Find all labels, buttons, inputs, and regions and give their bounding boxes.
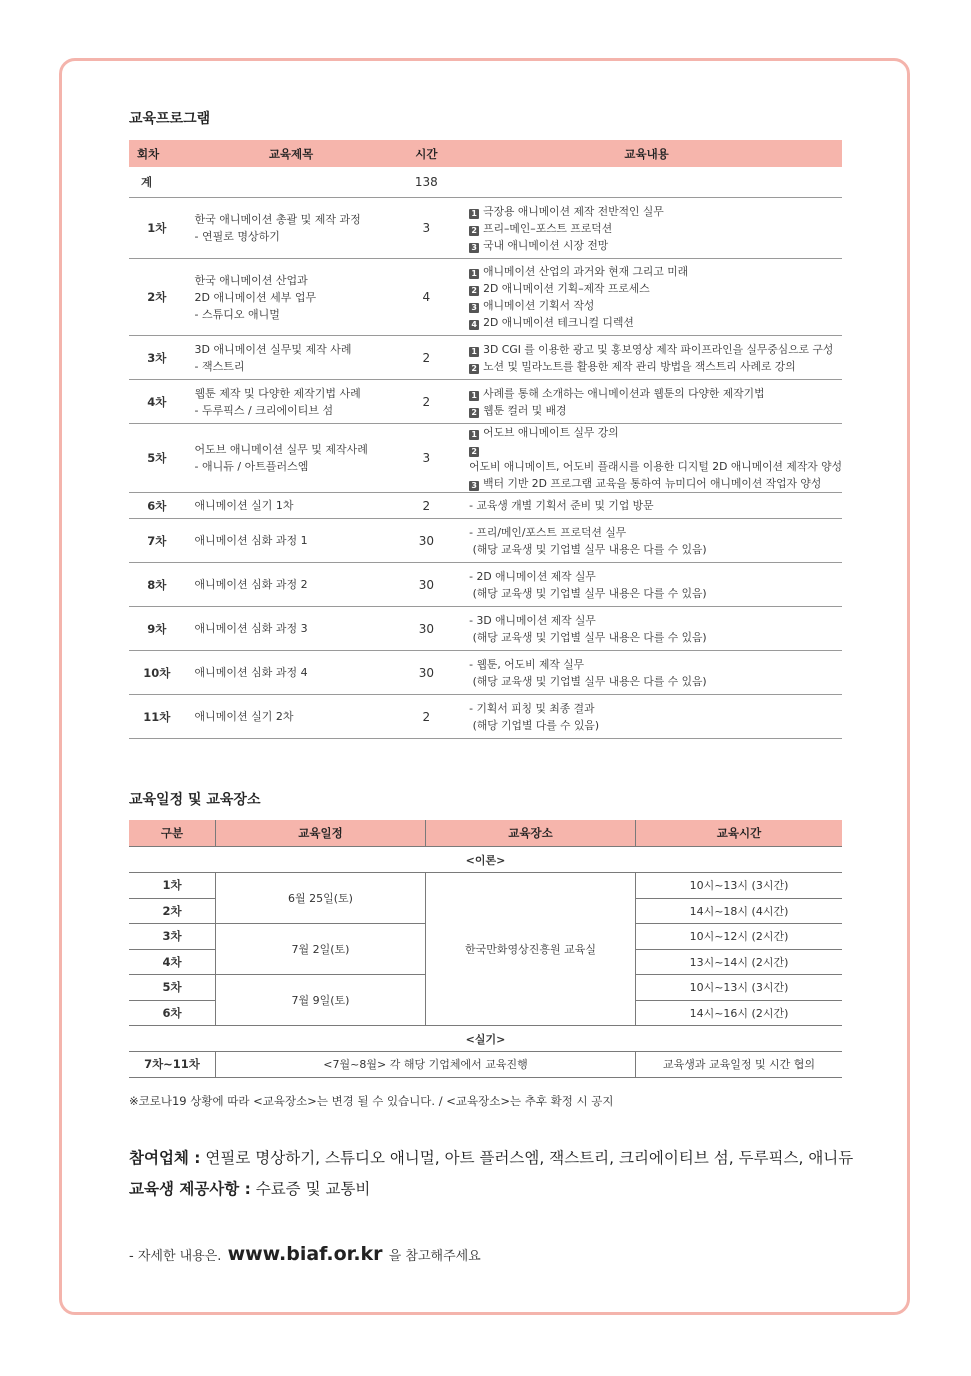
total-content-empty <box>451 167 842 198</box>
sched-time: 10시~13시 (3시간) <box>636 975 843 1001</box>
sched-header-round: 구분 <box>129 820 216 847</box>
sched-header-time: 교육시간 <box>636 820 843 847</box>
program-title <box>181 424 402 493</box>
program-title <box>181 259 402 336</box>
participants-value: 연필로 명상하기, 스튜디오 애니멀, 아트 플러스엠, 잭스트리, 크리에이티브 섬, 두루픽스, 애니듀 <box>200 1149 854 1167</box>
content-line <box>469 314 842 331</box>
total-label: 계 <box>129 167 181 198</box>
program-content <box>451 259 842 336</box>
content-line <box>469 220 842 237</box>
program-row <box>129 336 842 380</box>
total-hours: 138 <box>402 167 452 198</box>
content-line <box>469 612 842 629</box>
number-badge: 1 <box>469 391 479 401</box>
footer-suffix: 을 참고해주세요 <box>388 1249 481 1264</box>
total-title-empty <box>181 167 402 198</box>
content-text: 노션 및 밀라노트를 활용한 제작 관리 방법을 잭스트리 사례로 강의 <box>483 359 796 373</box>
header-title: 교육제목 <box>181 140 402 167</box>
program-title <box>181 651 402 695</box>
number-badge: 3 <box>469 481 479 491</box>
program-title <box>181 695 402 739</box>
schedule-row <box>129 873 842 899</box>
program-title <box>181 607 402 651</box>
number-badge: 1 <box>469 430 479 440</box>
number-badge: 3 <box>469 243 479 253</box>
program-section-title: 교육프로그램 <box>129 111 211 127</box>
content-line <box>469 402 842 419</box>
program-content <box>451 651 842 695</box>
sched-round: 5차 <box>129 975 216 1001</box>
program-hours: 3 <box>402 424 452 493</box>
content-line <box>469 385 842 402</box>
notice-text: ※코로나19 상황에 따라 <교육장소>는 변경 될 수 있습니다. / <교육장소>는 추후 확정 시 공지 <box>129 1094 614 1108</box>
number-badge: 2 <box>469 226 479 236</box>
program-title-line: - 스튜디오 애니멀 <box>194 307 280 321</box>
program-title-line: 3D 애니메이션 실무및 제작 사례 <box>194 342 352 356</box>
content-line <box>469 424 842 441</box>
number-badge: 1 <box>469 209 479 219</box>
program-title <box>181 563 402 607</box>
content-text: - 3D 애니메이션 제작 실무 <box>469 613 596 627</box>
content-text: - 2D 애니메이션 제작 실무 <box>469 569 596 583</box>
program-title <box>181 380 402 424</box>
content-text: 극장용 애니메이션 제작 전반적인 실무 <box>483 204 664 218</box>
program-title-line: 애니메이션 심화 과정 1 <box>194 534 308 547</box>
program-title-line: 애니메이션 실기 1차 <box>194 499 294 512</box>
sched-date: 6월 25일(토) <box>216 873 426 924</box>
practice-row <box>129 1052 842 1078</box>
program-round: 7차 <box>129 519 181 563</box>
program-content <box>451 198 842 259</box>
program-title <box>181 519 402 563</box>
content-line <box>469 280 842 297</box>
sched-time: 14시~18시 (4시간) <box>636 898 843 924</box>
program-content <box>451 380 842 424</box>
program-hours: 2 <box>402 336 452 380</box>
footer <box>129 1243 481 1265</box>
content-line <box>469 673 842 690</box>
content-line <box>469 358 842 375</box>
footer-prefix: - 자세한 내용은. <box>129 1249 222 1264</box>
benefits-label: 교육생 제공사항 : <box>129 1180 251 1198</box>
content-line <box>469 475 842 492</box>
program-title-line: - 잭스트리 <box>194 359 245 373</box>
content-text: (해당 교육생 및 기업별 실무 내용은 다를 수 있음) <box>469 542 707 556</box>
content-text: 3D CGI 를 이용한 광고 및 홍보영상 제작 파이프라인을 실무중심으로 구성 <box>483 342 834 356</box>
program-hours: 30 <box>402 651 452 695</box>
program-row <box>129 380 842 424</box>
program-content <box>451 493 842 519</box>
content-line <box>469 541 842 558</box>
practice-round: 7차~11차 <box>129 1052 216 1078</box>
header-content: 교육내용 <box>451 140 842 167</box>
program-title-line: 애니메이션 심화 과정 4 <box>194 666 308 679</box>
program-content <box>451 607 842 651</box>
content-text: 어도비 애니메이트, 어도비 플래시를 이용한 디지털 2D 애니메이션 제작자 양성 <box>469 460 842 473</box>
content-text: - 교육생 개별 기획서 준비 및 기업 방문 <box>469 499 654 512</box>
program-table <box>129 140 842 739</box>
program-title-line: - 연필로 명상하기 <box>194 230 280 243</box>
content-text: (해당 교육생 및 기업별 실무 내용은 다를 수 있음) <box>469 630 707 644</box>
program-hours: 30 <box>402 607 452 651</box>
program-row <box>129 563 842 607</box>
sched-round: 3차 <box>129 924 216 950</box>
content-text: 애니메이션 산업의 과거와 현재 그리고 미래 <box>483 265 689 278</box>
content-line <box>469 700 842 717</box>
program-hours: 2 <box>402 380 452 424</box>
content-line <box>469 585 842 602</box>
content-line <box>469 297 842 314</box>
program-content <box>451 424 842 493</box>
benefits-value: 수료증 및 교통비 <box>250 1180 371 1198</box>
number-badge: 3 <box>469 303 479 313</box>
number-badge: 2 <box>469 408 479 418</box>
program-round: 1차 <box>129 198 181 259</box>
content-text: 어도브 애니메이트 실무 강의 <box>483 426 619 439</box>
sched-round: 4차 <box>129 949 216 975</box>
sched-time: 14시~16시 (2시간) <box>636 1000 843 1026</box>
program-round: 11차 <box>129 695 181 739</box>
content-text: 애니메이션 기획서 작성 <box>483 299 595 312</box>
practice-schedule: <7월~8월> 각 해당 기업체에서 교육진행 <box>216 1052 636 1078</box>
program-title-line: 애니메이션 심화 과정 3 <box>194 622 308 635</box>
content-line <box>469 568 842 585</box>
website-link[interactable]: www.biaf.or.kr <box>227 1243 383 1265</box>
benefits-line <box>129 1177 370 1199</box>
program-header-row <box>129 140 842 167</box>
program-row <box>129 607 842 651</box>
program-title <box>181 493 402 519</box>
content-text: 웹툰 컬러 및 배경 <box>483 403 567 417</box>
program-row <box>129 259 842 336</box>
content-line <box>469 441 842 475</box>
theory-label: <이론> <box>129 847 842 873</box>
program-title <box>181 198 402 259</box>
content-text: 2D 애니메이션 기획–제작 프로세스 <box>483 282 650 295</box>
program-title-line: 웹툰 제작 및 다양한 제작기법 사례 <box>194 386 361 400</box>
content-text: (해당 교육생 및 기업별 실무 내용은 다를 수 있음) <box>469 586 707 600</box>
content-text: 프리–메인–포스트 프로덕션 <box>483 221 613 235</box>
number-badge: 4 <box>469 320 479 330</box>
program-content <box>451 563 842 607</box>
number-badge: 2 <box>469 286 479 296</box>
program-title-line: 애니메이션 실기 2차 <box>194 710 294 723</box>
sched-round: 2차 <box>129 898 216 924</box>
program-title-line: - 두루픽스 / 크리에이티브 섬 <box>194 403 334 417</box>
program-title-line: 2D 애니메이션 세부 업무 <box>194 290 317 304</box>
number-badge: 2 <box>469 364 479 374</box>
program-row <box>129 519 842 563</box>
program-title-line: - 애니듀 / 아트플러스엠 <box>194 460 309 473</box>
content-text: (해당 교육생 및 기업별 실무 내용은 다를 수 있음) <box>469 674 707 688</box>
program-hours: 3 <box>402 198 452 259</box>
number-badge: 1 <box>469 269 479 279</box>
sched-round: 1차 <box>129 873 216 899</box>
sched-venue: 한국만화영상진흥원 교육실 <box>426 873 636 1026</box>
program-title-line: 애니메이션 심화 과정 2 <box>194 578 308 591</box>
program-title-line: 한국 애니메이션 총괄 및 제작 과정 <box>194 213 361 226</box>
program-row <box>129 651 842 695</box>
program-content <box>451 695 842 739</box>
content-line <box>469 497 842 514</box>
participants-line <box>129 1146 853 1168</box>
content-text: (해당 기업별 다를 수 있음) <box>469 718 600 732</box>
sched-header-venue: 교육장소 <box>426 820 636 847</box>
program-hours: 2 <box>402 493 452 519</box>
total-row <box>129 167 842 198</box>
schedule-table <box>129 820 842 1078</box>
content-text: 국내 애니메이션 시장 전망 <box>483 238 609 252</box>
program-title <box>181 336 402 380</box>
sched-date: 7월 2일(토) <box>216 924 426 975</box>
number-badge: 1 <box>469 347 479 357</box>
sched-round: 6차 <box>129 1000 216 1026</box>
sched-date: 7월 9일(토) <box>216 975 426 1026</box>
program-round: 2차 <box>129 259 181 336</box>
program-round: 4차 <box>129 380 181 424</box>
content-text: 사례를 통해 소개하는 애니메이션과 웹툰의 다양한 제작기법 <box>483 386 765 400</box>
content-line <box>469 341 842 358</box>
sched-time: 10시~13시 (3시간) <box>636 873 843 899</box>
program-round: 10차 <box>129 651 181 695</box>
content-line <box>469 263 842 280</box>
practice-time: 교육생과 교육일정 및 시간 협의 <box>636 1052 843 1078</box>
content-line <box>469 717 842 734</box>
sched-time: 13시~14시 (2시간) <box>636 949 843 975</box>
content-line <box>469 656 842 673</box>
schedule-header-row <box>129 820 842 847</box>
header-round: 회차 <box>129 140 181 167</box>
program-title-line: 어도브 애니메이션 실무 및 제작사례 <box>194 443 368 456</box>
program-round: 9차 <box>129 607 181 651</box>
sched-time: 10시~12시 (2시간) <box>636 924 843 950</box>
practice-label: <실기> <box>129 1026 842 1052</box>
program-round: 3차 <box>129 336 181 380</box>
program-hours: 4 <box>402 259 452 336</box>
header-hours: 시간 <box>402 140 452 167</box>
content-text: - 프리/메인/포스트 프로덕션 실무 <box>469 525 627 539</box>
program-content <box>451 519 842 563</box>
program-row <box>129 198 842 259</box>
schedule-section-title: 교육일정 및 교육장소 <box>129 792 261 808</box>
content-line <box>469 237 842 254</box>
program-hours: 30 <box>402 563 452 607</box>
content-text: 2D 애니메이션 테크니컬 디렉션 <box>483 316 634 329</box>
content-text: - 웹툰, 어도비 제작 실무 <box>469 657 585 671</box>
content-text: - 기획서 피칭 및 최종 결과 <box>469 701 595 715</box>
program-title-line: 한국 애니메이션 산업과 <box>194 273 308 287</box>
content-line <box>469 629 842 646</box>
program-row <box>129 695 842 739</box>
program-row <box>129 424 842 493</box>
program-hours: 2 <box>402 695 452 739</box>
sched-header-date: 교육일정 <box>216 820 426 847</box>
program-content <box>451 336 842 380</box>
program-round: 6차 <box>129 493 181 519</box>
content-line <box>469 524 842 541</box>
participants-label: 참여업체 : <box>129 1149 201 1167</box>
content-text: 백터 기반 2D 프로그램 교육을 통하여 뉴미디어 애니메이션 작업자 양성 <box>483 477 822 490</box>
number-badge: 2 <box>469 447 479 457</box>
program-row <box>129 493 842 519</box>
program-round: 5차 <box>129 424 181 493</box>
program-hours: 30 <box>402 519 452 563</box>
content-line <box>469 203 842 220</box>
program-round: 8차 <box>129 563 181 607</box>
